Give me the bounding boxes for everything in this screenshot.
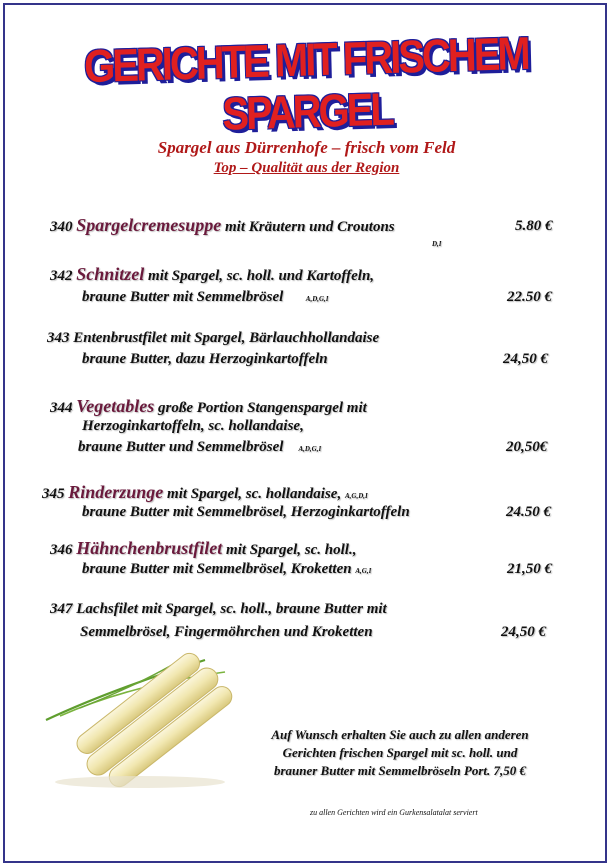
menu-item-344-line-1 [50, 396, 367, 417]
menu-item-342-price: 22.50 € [507, 289, 552, 305]
menu-item-342-line-2 [82, 289, 329, 306]
asparagus-image [40, 650, 240, 790]
extra-asparagus-note-line-2: Gerichten frischen Spargel mit sc. holl. und [282, 745, 518, 760]
menu-item-343-line-2 [82, 351, 328, 368]
headline: GERICHTE MIT FRISCHEM SPARGEL [83, 28, 529, 141]
dish-name: Rinderzunge [68, 482, 164, 502]
dish-name: Schnitzel [76, 264, 145, 284]
dish-name: Vegetables [76, 396, 155, 416]
item-description: Semmelbrösel, Fingermöhrchen und Kroketten [80, 624, 373, 640]
menu-item-344-line-3 [78, 439, 321, 456]
extra-asparagus-note-line-3: brauner Butter mit Semmelbröseln Port. 7,50 € [273, 763, 527, 778]
item-description: mit Spargel, sc. holl., [222, 542, 357, 558]
allergen-codes: A,G,I [355, 567, 372, 575]
item-description: braune Butter, dazu Herzoginkartoffeln [82, 351, 328, 367]
menu-item-344-line-2 [82, 418, 304, 435]
menu-item-347-price: 24,50 € [501, 624, 546, 640]
footnote: zu allen Gerichten wird ein Gurkensalatalat serviert [310, 808, 478, 817]
menu-item-346-price: 21,50 € [507, 561, 552, 577]
item-description: mit Kräutern und Croutons [221, 219, 395, 235]
item-description: mit Spargel, sc. holl. und Kartoffeln, [144, 268, 375, 284]
item-number: 344 [50, 400, 73, 416]
menu-item-346-line-2 [82, 561, 371, 578]
dish-name: Hähnchenbrustfilet [76, 538, 223, 558]
allergen-codes: D,I [432, 240, 442, 248]
menu-item-345-line-2 [82, 504, 410, 521]
allergen-codes: A,D,G,I [305, 295, 329, 303]
menu-item-342-line-1 [50, 264, 374, 285]
menu-item-343-line-1 [47, 330, 379, 347]
allergen-codes: A,D,G,I [298, 445, 322, 453]
menu-item-340-price: 5.80 € [515, 218, 553, 234]
item-number: 345 [42, 486, 65, 502]
allergen-codes: A,G,D,I [344, 492, 368, 500]
item-description: Entenbrustfilet mit Spargel, Bärlauchhollandaise [69, 330, 380, 346]
item-description: Herzoginkartoffeln, sc. hollandaise, [82, 418, 304, 434]
menu-item-345-line-1 [42, 482, 368, 503]
item-description: mit Spargel, sc. hollandaise, [163, 486, 342, 502]
subtitle: Spargel aus Dürrenhofe – frisch vom Feld [157, 138, 456, 157]
item-description: braune Butter mit Semmelbrösel, Kroketten [82, 561, 352, 577]
menu-item-346-line-1 [50, 538, 356, 559]
item-number: 342 [50, 268, 73, 284]
item-description: Lachsfilet mit Spargel, sc. holl., braune Butter mit [72, 601, 387, 617]
item-number: 347 [50, 601, 73, 617]
menu-item-344-price: 20,50€ [506, 439, 548, 455]
menu-item-345-price: 24.50 € [506, 504, 551, 520]
extra-asparagus-note-line-1: Auf Wunsch erhalten Sie auch zu allen anderen [271, 727, 529, 742]
item-number: 340 [50, 219, 73, 235]
subtitle-quality: Top – Qualität aus der Region [213, 160, 400, 176]
item-number: 343 [47, 330, 70, 346]
item-description: braune Butter mit Semmelbrösel, Herzoginkartoffeln [82, 504, 410, 520]
menu-item-340-line-1 [50, 215, 395, 236]
menu-item-347-line-1 [50, 601, 387, 618]
item-description: braune Butter mit Semmelbrösel [82, 289, 284, 305]
menu-item-347-line-2 [80, 624, 373, 641]
item-description: braune Butter und Semmelbrösel [78, 439, 284, 455]
dish-name: Spargelcremesuppe [76, 215, 222, 235]
menu-item-343-price: 24,50 € [503, 351, 548, 367]
item-description: große Portion Stangenspargel mit [154, 400, 367, 416]
item-number: 346 [50, 542, 73, 558]
